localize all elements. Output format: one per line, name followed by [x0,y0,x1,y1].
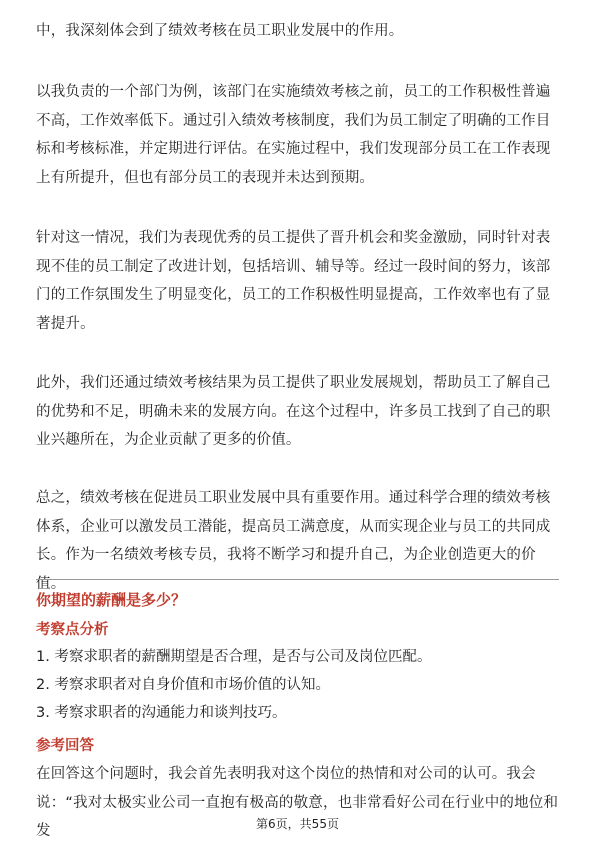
section-divider [36,579,559,580]
paragraph-intro: 中，我深刻体会到了绩效考核在员工职业发展中的作用。 [36,23,404,39]
answer-heading: 参考回答 [36,738,94,754]
analysis-item-2: 2. 考察求职者对自身价值和市场价值的认知。 [36,677,330,693]
answer-text: 在回答这个问题时，我会首先表明我对这个岗位的热情和对公司的认可。我会说：“我对太极实业公司一直抱有极高的敬意，也非常看好公司在行业中的地位和发 [36,766,559,839]
analysis-item-3: 3. 考察求职者的沟通能力和谈判技巧。 [36,705,287,721]
paragraph-conclusion: 总之，绩效考核在促进员工职业发展中具有重要作用。通过科学合理的绩效考核体系，企业可以激发员工潜能，提高员工满意度，从而实现企业与员工的共同成长。作为一名绩效考核专员，我将不断学习和提升自己，为企业创造更大的价值。 [36,490,551,592]
paragraph-measures: 针对这一情况，我们为表现优秀的员工提供了晋升机会和奖金激励，同时针对表现不佳的员工制定了改进计划，包括培训、辅导等。经过一段时间的努力，该部门的工作氛围发生了明显变化，员工的工作积极性明显提高，工作效率也有了显著提升。 [36,230,551,332]
analysis-item-1: 1. 考察求职者的薪酬期望是否合理，是否与公司及岗位匹配。 [36,649,432,665]
page-footer: 第6页，共55页 [256,817,339,831]
paragraph-career-planning: 此外，我们还通过绩效考核结果为员工提供了职业发展规划，帮助员工了解自己的优势和不足，明确未来的发展方向。在这个过程中，许多员工找到了自己的职业兴趣所在，为企业贡献了更多的价值。 [36,375,551,448]
paragraph-example: 以我负责的一个部门为例，该部门在实施绩效考核之前，员工的工作积极性普遍不高，工作效率低下。通过引入绩效考核制度，我们为员工制定了明确的工作目标和考核标准，并定期进行评估。在实施过程中，我们发现部分员工在工作表现上有所提升，但也有部分员工的表现并未达到预期。 [36,84,551,186]
analysis-heading: 考察点分析 [36,622,109,638]
question-title: 你期望的薪酬是多少？ [36,591,187,609]
